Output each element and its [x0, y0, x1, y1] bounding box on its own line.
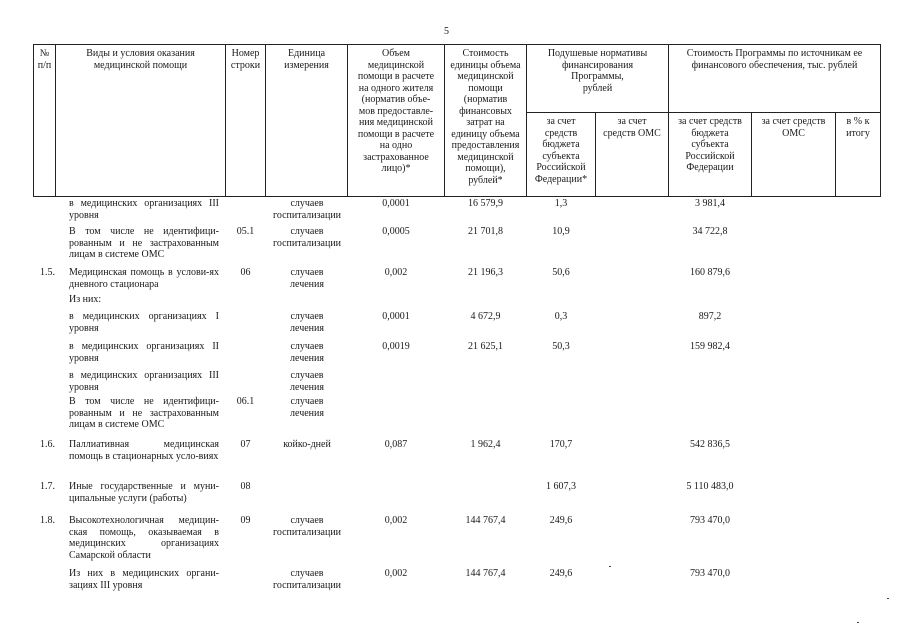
- row-desc: в медицинских организациях III уровня: [69, 370, 219, 393]
- row-desc: Иные государственные и муни-ципальные услуги (работы): [69, 481, 219, 504]
- row-line: 09: [240, 515, 251, 526]
- row-pc-budget: 0,3: [554, 311, 568, 322]
- row-volume: 0,087: [384, 439, 408, 450]
- row-prog-budget: 160 879,6: [690, 267, 730, 278]
- header-program-oms: за счет средств ОМС: [761, 116, 826, 139]
- row-pc-budget: 170,7: [549, 439, 573, 450]
- row-cost: 144 767,4: [465, 515, 506, 526]
- header-line-no: Номер строки: [230, 48, 261, 71]
- row-unit: случаев госпитализации: [272, 198, 342, 221]
- row-line: 06.1: [236, 396, 255, 407]
- row-cost: 1 962,4: [470, 439, 501, 450]
- row-cost: 16 579,9: [468, 198, 503, 209]
- row-num: 1.7.: [40, 481, 55, 492]
- row-volume: 0,0001: [382, 198, 410, 209]
- row-num: 1.6.: [40, 439, 55, 450]
- row-cost: 144 767,4: [465, 568, 506, 579]
- row-prog-budget: 34 722,8: [692, 226, 728, 237]
- row-unit: случаев госпитализации: [272, 568, 342, 591]
- scan-speck: [609, 566, 611, 567]
- page-number: 5: [444, 26, 449, 37]
- row-unit: случаев лечения: [290, 341, 324, 364]
- row-cost: 21 196,3: [468, 267, 503, 278]
- row-volume: 0,002: [384, 515, 408, 526]
- header-per-capita: Подушевые нормативы финансирования Программы, рублей: [547, 48, 648, 94]
- header-program-pct: в % к итогу: [846, 116, 870, 139]
- row-pc-budget: 50,3: [552, 341, 570, 352]
- row-prog-budget: 793 470,0: [690, 568, 730, 579]
- row-desc: Медицинская помощь в услови-ях дневного стационара: [69, 267, 219, 290]
- row-volume: 0,0019: [382, 341, 410, 352]
- row-unit: случаев госпитализации: [272, 515, 342, 538]
- row-num: 1.8.: [40, 515, 55, 526]
- header-cost: Стоимость единицы объема медицинской помощи (норматив финансовых затрат на единицу объема предоставления медицинской помощи), рублей*: [450, 48, 521, 186]
- row-line: 05.1: [236, 226, 255, 237]
- row-desc: Из них:: [69, 294, 102, 305]
- row-desc: В том числе не идентифици-рованным и не застрахованным лицам в системе ОМС: [69, 226, 219, 260]
- row-pc-budget: 10,9: [552, 226, 570, 237]
- row-prog-budget: 5 110 483,0: [686, 481, 734, 492]
- header-per-capita-budget: за счет средств бюджета субъекта Российской Федерации*: [534, 116, 588, 185]
- row-line: 06: [240, 267, 251, 278]
- row-unit: койко-дней: [283, 439, 331, 450]
- row-unit: случаев госпитализации: [272, 226, 342, 249]
- row-pc-budget: 249,6: [549, 568, 573, 579]
- row-volume: 0,002: [384, 568, 408, 579]
- row-num: 1.5.: [40, 267, 55, 278]
- row-line: 07: [240, 439, 251, 450]
- row-line: 08: [240, 481, 251, 492]
- row-cost: 21 625,1: [468, 341, 503, 352]
- row-cost: 4 672,9: [470, 311, 501, 322]
- header-volume: Объем медицинской помощи в расчете на одного жителя (норматив объе- мов предоставле- ния медицинской помощи в расчете на одно застрахованное лицо)*: [357, 48, 435, 174]
- row-unit: случаев лечения: [290, 370, 324, 393]
- header-kind: Виды и условия оказания медицинской помощи: [86, 48, 195, 71]
- row-volume: 0,0005: [382, 226, 410, 237]
- row-volume: 0,002: [384, 267, 408, 278]
- row-desc: в медицинских организациях I уровня: [69, 311, 219, 334]
- row-pc-budget: 249,6: [549, 515, 573, 526]
- row-unit: случаев лечения: [290, 267, 324, 290]
- row-desc: в медицинских организациях III уровня: [69, 198, 219, 221]
- row-desc: В том числе не идентифици-рованным и не застрахованным лицам в системе ОМС: [69, 396, 219, 430]
- row-prog-budget: 3 981,4: [695, 198, 725, 209]
- scan-speck: [857, 622, 859, 623]
- scan-speck: [887, 598, 889, 599]
- header-program-cost: Стоимость Программы по источникам ее финансового обеспечения, тыс. рублей: [686, 48, 863, 71]
- row-desc: Из них в медицинских органи-зациях III уровня: [69, 568, 219, 591]
- header-unit: Единица измерения: [284, 48, 329, 71]
- row-cost: 21 701,8: [468, 226, 503, 237]
- header-n: № п/п: [37, 48, 52, 71]
- row-prog-budget: 542 836,5: [690, 439, 730, 450]
- row-prog-budget: 793 470,0: [690, 515, 730, 526]
- header-program-budget: за счет средств бюджета субъекта Российской Федерации: [678, 116, 742, 173]
- row-desc: Высокотехнологичная медицин-ская помощь, оказываемая в медицинских организациях Самарской области: [69, 515, 219, 561]
- header-per-capita-oms: за счет средств ОМС: [603, 116, 661, 139]
- row-unit: случаев лечения: [290, 311, 324, 334]
- row-desc: Паллиативная медицинская помощь в стационарных усло-виях: [69, 439, 219, 462]
- row-desc: в медицинских организациях II уровня: [69, 341, 219, 364]
- row-pc-budget: 50,6: [552, 267, 570, 278]
- row-pc-budget: 1,3: [554, 198, 568, 209]
- row-prog-budget: 159 982,4: [690, 341, 730, 352]
- row-pc-budget: 1 607,3: [546, 481, 576, 492]
- row-prog-budget: 897,2: [698, 311, 722, 322]
- row-unit: случаев лечения: [290, 396, 324, 419]
- row-volume: 0,0001: [382, 311, 410, 322]
